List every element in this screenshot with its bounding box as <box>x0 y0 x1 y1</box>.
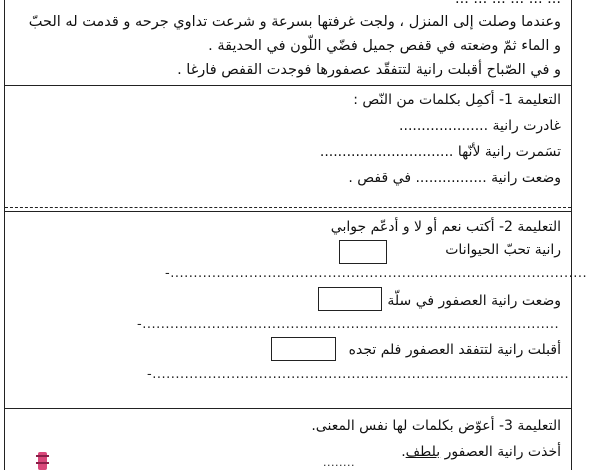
section-divider <box>5 85 571 86</box>
task3-underlined-word: بلطف <box>405 444 441 460</box>
answer-box-2[interactable] <box>318 287 382 311</box>
story-line-2: و الماء ثمّ وضعته في قفص جميل فضّي اللّون في الحديقة . <box>208 38 561 54</box>
task2-answer-line-3[interactable]: -.......................................................................................... <box>147 367 570 382</box>
worksheet <box>4 0 588 470</box>
task2-title: التعليمة 2- أكتب نعم أو لا و أدعّم جوابي <box>330 219 561 235</box>
answer-box-1[interactable] <box>339 240 387 264</box>
story-line-0 <box>455 0 561 8</box>
task2-question-3: أقبلت رانية لتتفقد العصفور فلم تجده <box>348 342 561 358</box>
task3-answer-line[interactable]: ........ <box>323 456 355 469</box>
task1-item-1: غادرت رانية .................... <box>399 118 561 134</box>
story-line-1: وعندما وصلت إلى المنزل ، ولجت غرفتها بسرعة و شرعت تداوي جرحه و قدمت له الحبّ <box>28 14 561 30</box>
task3-sentence-suffix: . <box>401 444 406 460</box>
task2-question-2: وضعت رانية العصفور في سلّة <box>387 293 561 309</box>
task3-sentence-prefix: أخذت رانية العصفور <box>440 444 561 460</box>
task1-title: التعليمة 1- أكمِل بكلمات من النّص : <box>353 92 561 108</box>
task1-item-3: وضعت رانية ................ في قفص . <box>348 170 561 186</box>
task2-question-1: رانية تحبّ الحيوانات <box>445 242 561 258</box>
task1-item-2: تسَمرت رانية لأنّها .............................. <box>319 144 561 160</box>
answer-box-3[interactable] <box>271 337 336 361</box>
section-divider <box>5 207 571 208</box>
section-divider <box>5 211 571 212</box>
task2-answer-line-1[interactable]: -.......................................................................................... <box>165 266 588 281</box>
story-line-3: و في الصّباح أقبلت رانية لتتفقّد عصفورها فوجدت القفص فارغا . <box>177 62 561 78</box>
task2-answer-line-2[interactable]: -.......................................................................................... <box>137 317 560 332</box>
task3-title: التعليمة 3- أعوّض بكلمات لها نفس المعنى. <box>311 418 561 434</box>
task3-sentence <box>401 443 561 461</box>
binder-clip-icon <box>38 452 47 470</box>
section-divider <box>5 408 571 409</box>
